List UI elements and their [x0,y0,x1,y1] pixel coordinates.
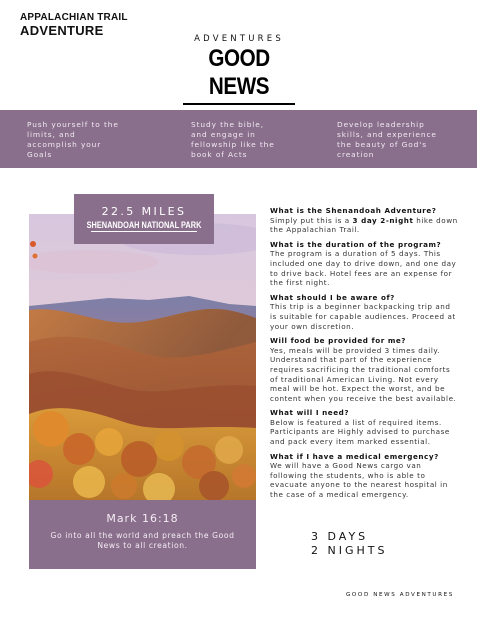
goal-column-1 [27,120,119,160]
faq-answer: We will have a Good News cargo van following the students, who is able to evacuate anyone to the nearest hospital in the case of a medical emergency. [270,461,448,500]
faq-answer: Yes, meals will be provided 3 times daily. Understand that part of the experience requires sacrificing the traditional comforts of traditional American Living. Not every meal will be hot. Expect the worst, and be content when you receive the best available. [270,345,457,403]
masthead-subtitle: ADVENTURES [194,34,284,44]
goal-1-line: limits, and [27,130,76,139]
faq-answer [270,216,460,235]
faq-item [270,452,460,500]
goal-3-line: skills, and experience [337,130,437,139]
faq-item [270,336,460,403]
trip-duration [311,530,387,558]
brand-line-2: ADVENTURE [20,23,104,38]
goal-1-line: Push yourself to the [27,120,119,129]
faq-question: What if I have a medical emergency? [270,451,439,461]
faq-question: What should I be aware of? [270,292,395,302]
faq-item [270,408,460,446]
park-name: SHENANDOAH NATIONAL PARK [86,220,202,230]
duration-nights: 2 NIGHTS [311,544,388,557]
brand-line-1: APPALACHIAN TRAIL [20,12,128,23]
faq-item [270,293,460,331]
duration-days: 3 DAYS [311,530,369,543]
faq-list [270,206,460,505]
goal-2-line: and engage in [191,130,256,139]
faq-question: What will I need? [270,408,350,418]
park-underline [91,231,197,232]
verse-reference: Mark 16:18 [106,512,179,525]
faq-item [270,240,460,288]
footer-text: GOOD NEWS ADVENTURES [346,592,454,598]
faq-answer-emphasis: 3 day 2-night [352,215,414,225]
masthead-title: GOOD NEWS [208,45,270,100]
goal-3-line: creation [337,150,375,159]
brand-title [20,13,128,37]
masthead [180,34,298,105]
distance-badge [74,194,214,244]
goal-3-line: Develop leadership [337,120,425,129]
faq-item [270,206,460,235]
goal-2-line: book of Acts [191,150,248,159]
goal-1-line: accomplish your [27,140,102,149]
verse-text: Go into all the world and preach the Good News to all creation. [50,531,235,550]
faq-question: What is the duration of the program? [270,239,442,249]
masthead-underline [183,103,295,105]
faq-question: Will food be provided for me? [270,336,407,346]
faq-answer: This trip is a beginner backpacking trip and is suitable for capable audiences. Proceed at your own discretion. [270,302,456,331]
goal-3-line: the beauty of God's [337,140,427,149]
faq-question: What is the Shenandoah Adventure? [270,206,437,215]
faq-answer-part: Simply put this is a [270,215,353,225]
distance-miles: 22.5 MILES [101,205,187,218]
faq-answer-part: hike down the Appalachian Trail. [270,215,458,235]
goal-2-line: Study the bible, [191,120,264,129]
goals-band [0,110,477,168]
verse-panel [29,500,256,569]
goal-column-3 [337,120,437,160]
goal-2-line: fellowship like the [191,140,275,149]
faq-answer: The program is a duration of 5 days. This included one day to drive down, and one day to drive back. Hotel fees are an expense for the first night. [270,249,457,288]
goal-column-2 [191,120,275,160]
faq-answer: Below is featured a list of required items. Participants are Highly advised to purchase and pack every item marked essential. [270,417,450,447]
goal-1-line: Goals [27,150,53,159]
